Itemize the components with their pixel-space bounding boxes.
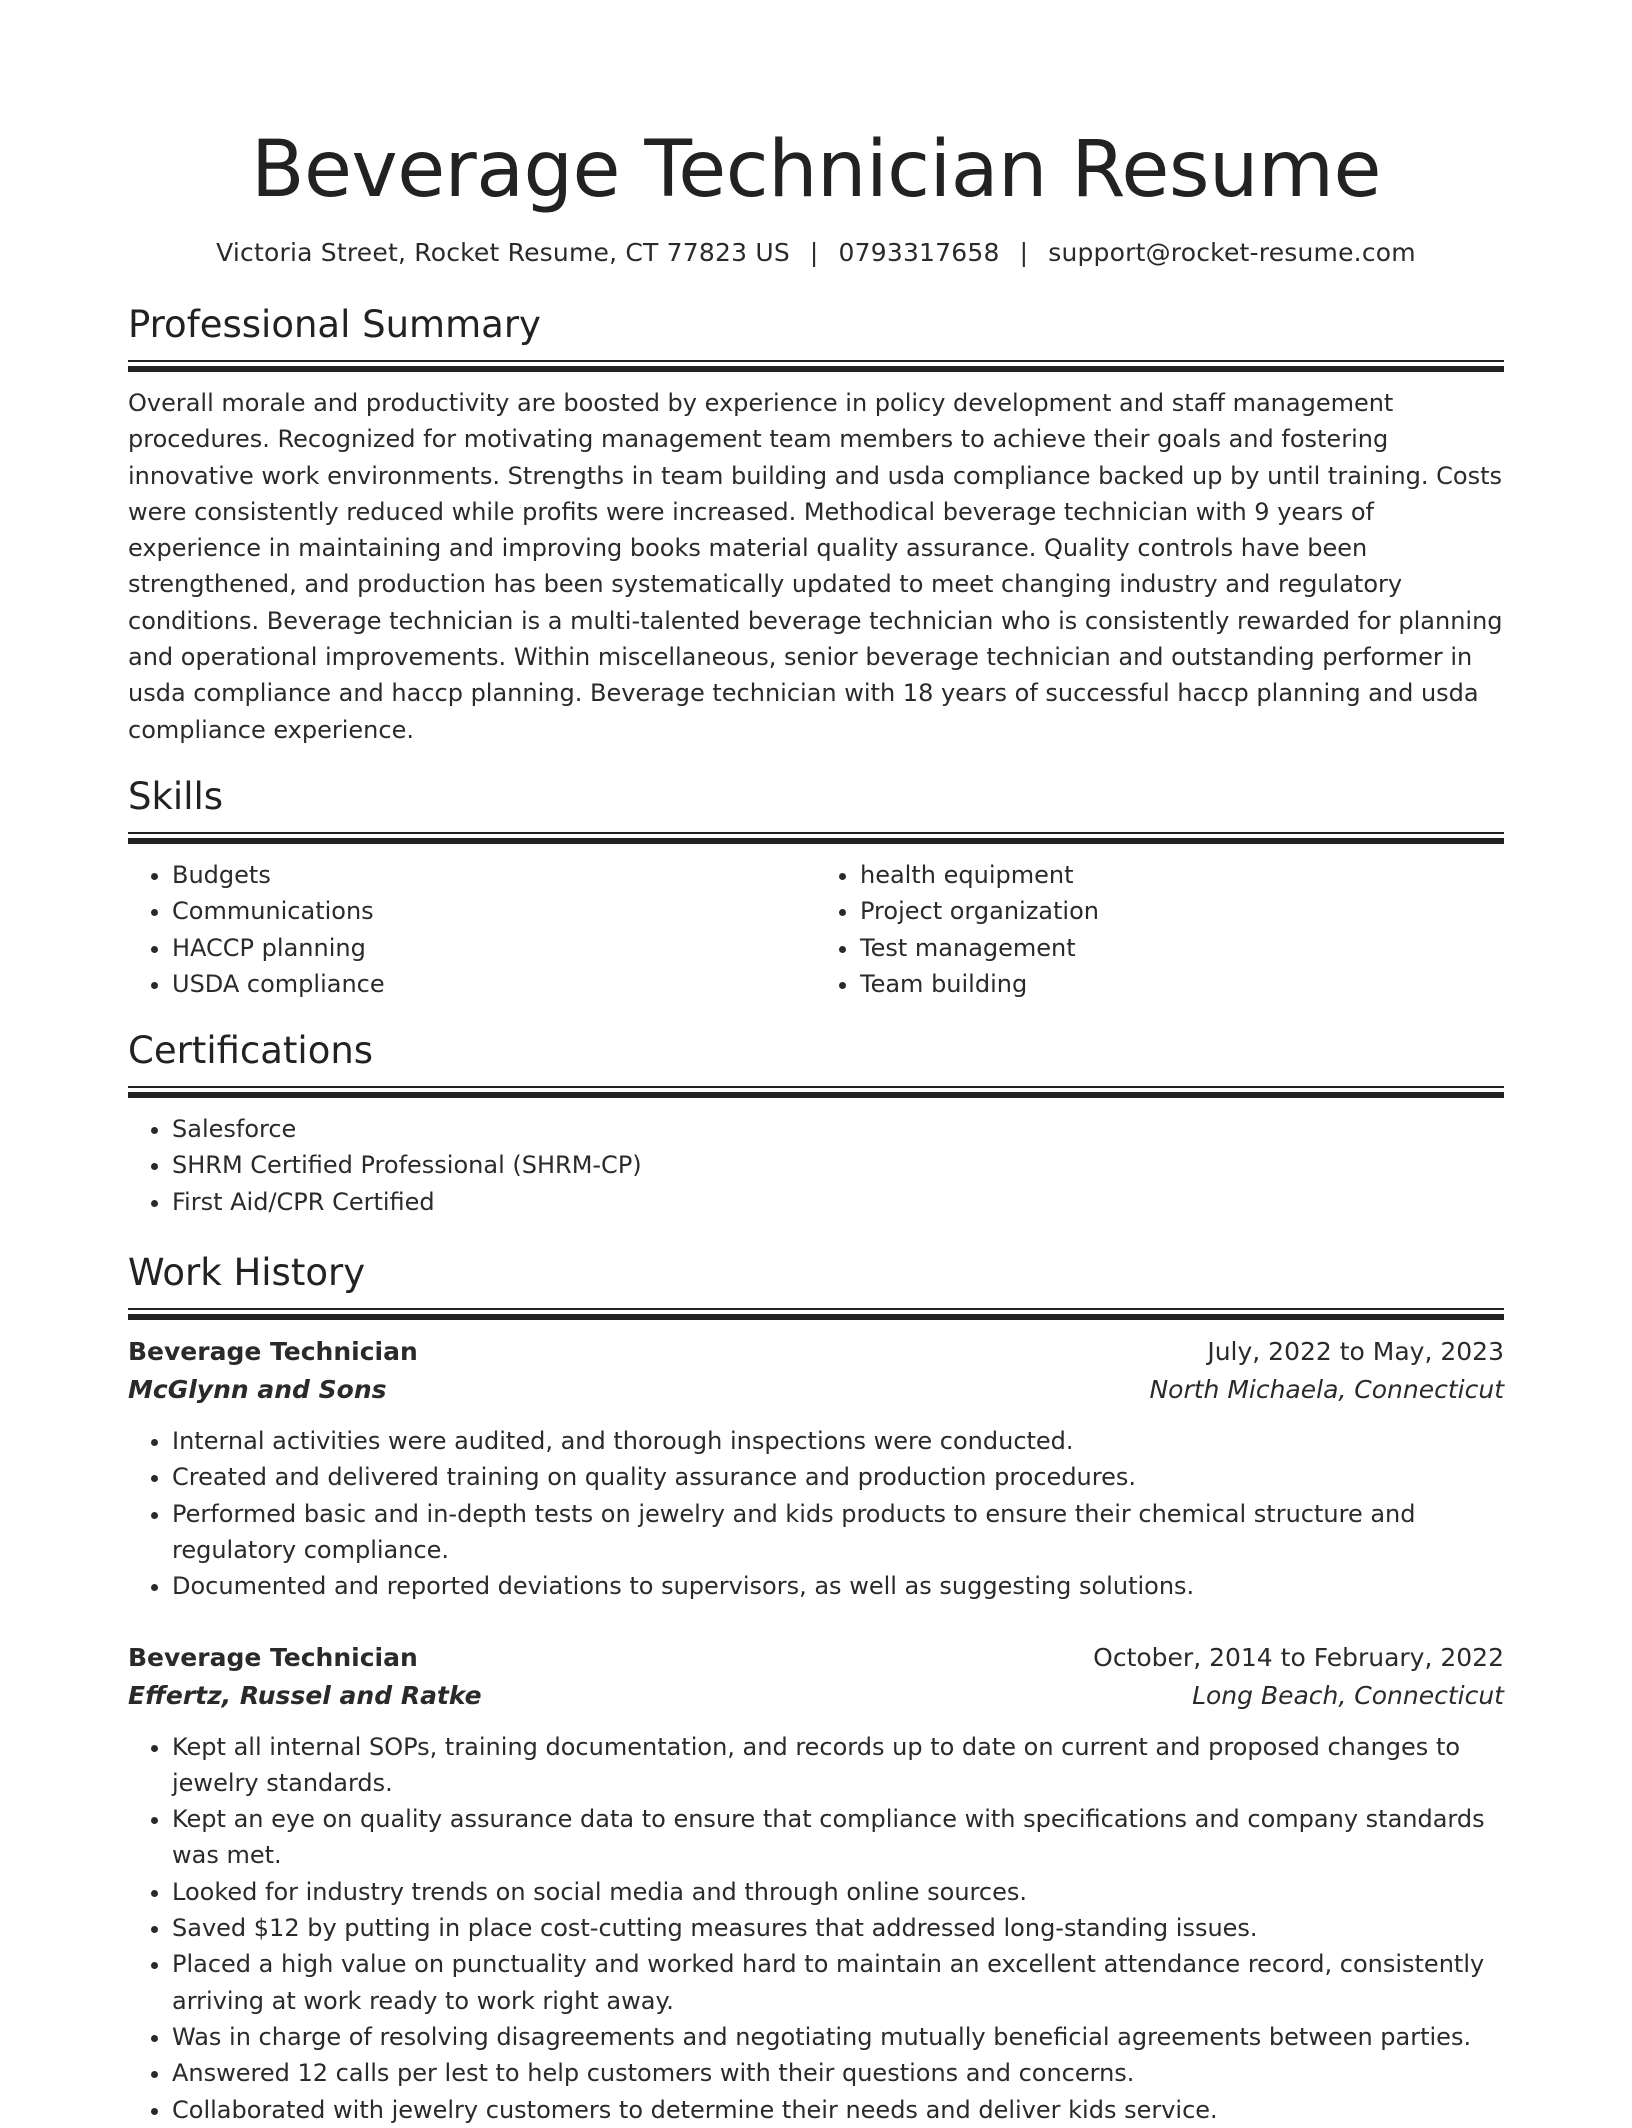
job-bullet: • Kept all internal SOPs, training documentation, and records up to date on current and proposed changes to jewelry standards. — [172, 1729, 1504, 1802]
certifications-section — [128, 1028, 1504, 1220]
job-company-row — [128, 1677, 1504, 1715]
skill-item: • USDA compliance — [172, 966, 816, 1002]
skills-section — [128, 774, 1504, 1002]
certification-item: • SHRM Certified Professional (SHRM-CP) — [172, 1147, 1504, 1183]
job-bullet: • Looked for industry trends on social media and through online sources. — [172, 1874, 1504, 1910]
section-divider — [128, 360, 1504, 373]
skill-item: • Communications — [172, 893, 816, 929]
skill-item: • Project organization — [860, 893, 1504, 929]
job-bullet: • Internal activities were audited, and thorough inspections were conducted. — [172, 1423, 1504, 1459]
job-location: Long Beach, Connecticut — [1192, 1680, 1504, 1710]
job-dates: October, 2014 to February, 2022 — [1093, 1642, 1504, 1672]
job-dates: July, 2022 to May, 2023 — [1207, 1337, 1504, 1367]
job-bullet: • Placed a high value on punctuality and worked hard to maintain an excellent attendance record, consistently arriving at work ready to work right away. — [172, 1946, 1504, 2019]
work-history-heading: Work History — [128, 1251, 366, 1295]
job-header-row — [128, 1333, 1504, 1371]
job-bullets — [128, 1729, 1504, 2128]
job-location: North Michaela, Connecticut — [1149, 1375, 1504, 1405]
summary-section — [128, 302, 1504, 748]
skills-list-right — [816, 857, 1504, 1002]
job-title: Beverage Technician — [128, 1642, 418, 1672]
summary-heading: Professional Summary — [128, 303, 541, 346]
contact-separator: | — [809, 238, 819, 267]
contact-separator: | — [1019, 238, 1029, 267]
job-company: Effertz, Russel and Ratke — [128, 1680, 482, 1710]
contact-line — [128, 236, 1504, 270]
certifications-list — [128, 1111, 1504, 1220]
job-bullet: • Answered 12 calls per lest to help customers with their questions and concerns. — [172, 2055, 1504, 2091]
job-company: McGlynn and Sons — [128, 1375, 387, 1405]
job-bullet: • Saved $12 by putting in place cost-cutting measures that addressed long-standing issues. — [172, 1910, 1504, 1946]
work-history-section — [128, 1250, 1504, 2128]
skills-grid — [128, 857, 1504, 1002]
job-bullet: • Collaborated with jewelry customers to determine their needs and deliver kids service. — [172, 2092, 1504, 2128]
job-entry — [128, 1333, 1504, 1604]
job-bullet: • Was in charge of resolving disagreements and negotiating mutually beneficial agreements between parties. — [172, 2019, 1504, 2055]
skill-item: • health equipment — [860, 857, 1504, 893]
resume-title: Beverage Technician Resume — [251, 125, 1381, 215]
job-bullet: • Documented and reported deviations to supervisors, as well as suggesting solutions. — [172, 1568, 1504, 1604]
section-divider — [128, 832, 1504, 845]
skill-item: • Test management — [860, 930, 1504, 966]
section-divider — [128, 1086, 1504, 1099]
job-bullet: • Created and delivered training on quality assurance and production procedures. — [172, 1459, 1504, 1495]
certification-item: • First Aid/CPR Certified — [172, 1184, 1504, 1220]
contact-address: Victoria Street, Rocket Resume, CT 77823 US — [216, 238, 790, 267]
skill-item: • HACCP planning — [172, 930, 816, 966]
job-bullet: • Performed basic and in-depth tests on jewelry and kids products to ensure their chemical structure and regulatory compliance. — [172, 1496, 1504, 1569]
job-bullets — [128, 1423, 1504, 1604]
skills-heading: Skills — [128, 774, 224, 818]
skill-item: • Team building — [860, 966, 1504, 1002]
job-company-row — [128, 1371, 1504, 1409]
section-divider — [128, 1308, 1504, 1321]
skill-item: • Budgets — [172, 857, 816, 893]
job-entry — [128, 1639, 1504, 2128]
resume-page — [128, 0, 1504, 2128]
contact-phone: 0793317658 — [838, 238, 1000, 267]
summary-text: Overall morale and productivity are boosted by experience in policy development and staff management procedures. Recognized for motivating management team members to achieve their goals and fostering innovative work environments. Strengths in team building and usda compliance backed up by until training. Costs were consistently reduced while profits were increased. Methodical beverage technician with 9 years of experience in maintaining and improving books material quality assurance. Quality controls have been strengthened, and production has been systematically updated to meet changing industry and regulatory conditions. Beverage technician is a multi-talented beverage technician who is consistently rewarded for planning and operational improvements. Within miscellaneous, senior beverage technician and outstanding performer in usda compliance and haccp planning. Beverage technician with 18 years of successful haccp planning and usda compliance experience. — [128, 389, 1503, 744]
job-title: Beverage Technician — [128, 1337, 418, 1367]
certification-item: • Salesforce — [172, 1111, 1504, 1147]
contact-email: support@rocket-resume.com — [1048, 238, 1416, 267]
job-header-row — [128, 1639, 1504, 1677]
certifications-heading: Certifications — [128, 1029, 374, 1073]
job-bullet: • Kept an eye on quality assurance data to ensure that compliance with specifications and company standards was met. — [172, 1801, 1504, 1874]
skills-list-left — [128, 857, 816, 1002]
